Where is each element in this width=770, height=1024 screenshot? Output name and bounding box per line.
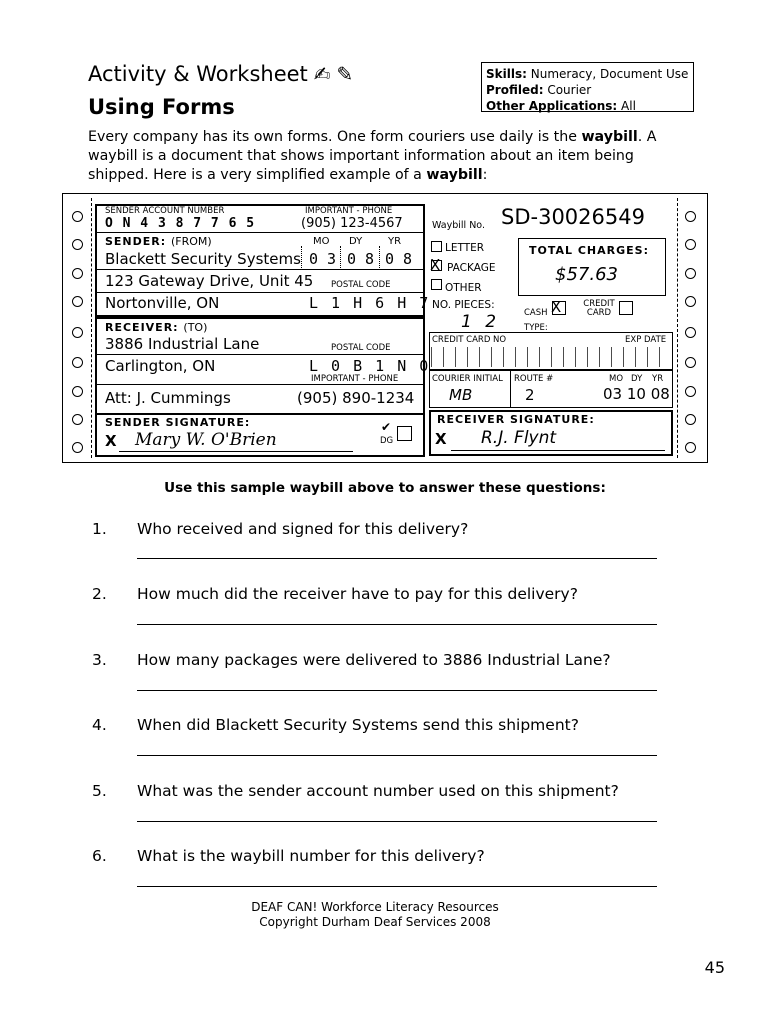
important-phone-label: IMPORTANT - PHONE <box>305 206 393 216</box>
receiver-signature-x: X <box>435 430 447 448</box>
other-checkbox <box>431 279 442 290</box>
intro-text-2: . A waybill is a document that shows important information about an item being shipped. Here is a very simplified example of a <box>88 129 657 183</box>
answer-line-2[interactable] <box>137 624 657 625</box>
ship-date-yr: 0 8 <box>385 250 413 268</box>
letter-checkbox <box>431 241 442 252</box>
receiver-signature-label: RECEIVER SIGNATURE: <box>437 413 595 426</box>
sender-signature: Mary W. O'Brien <box>135 430 277 450</box>
other-label: OTHER <box>445 282 482 294</box>
divider <box>340 246 341 268</box>
sender-name: Blackett Security Systems <box>105 250 301 268</box>
route-label: ROUTE # <box>514 374 554 384</box>
receiver-label-text: RECEIVER: <box>105 321 179 334</box>
sender-address: 123 Gateway Drive, Unit 45 <box>105 272 314 290</box>
punch-hole-icon <box>685 386 696 397</box>
delivery-yr-label: YR <box>652 374 664 384</box>
punch-hole-icon <box>72 442 83 453</box>
no-pieces-label: NO. PIECES: <box>432 299 495 311</box>
total-charges-value: $57.63 <box>555 264 618 285</box>
cash-label: CASH <box>524 308 548 318</box>
package-label: PACKAGE <box>447 262 496 274</box>
footer-line-1: DEAF CAN! Workforce Literacy Resources <box>251 900 499 914</box>
receiver-signature: R.J. Flynt <box>481 428 557 448</box>
waybill-form <box>62 193 708 463</box>
footer-line-2: Copyright Durham Deaf Services 2008 <box>259 915 491 929</box>
receiver-city: Carlington, ON <box>105 357 216 375</box>
total-charges-label: TOTAL CHARGES: <box>529 244 649 257</box>
number-of-pieces: 1 2 <box>461 312 501 332</box>
waybill-number: SD-30026549 <box>501 205 645 229</box>
tear-line-left <box>91 198 92 458</box>
punch-hole-icon <box>72 239 83 250</box>
signature-line <box>451 450 665 451</box>
receiver-attention: Att: J. Cummings <box>105 389 231 407</box>
question-text: Who received and signed for this delivery? <box>137 520 469 538</box>
punch-hole-icon <box>685 268 696 279</box>
divider <box>97 269 423 270</box>
punch-hole-icon <box>72 268 83 279</box>
sender-account-label: SENDER ACCOUNT NUMBER <box>105 206 225 216</box>
important-phone-label: IMPORTANT - PHONE <box>311 374 399 384</box>
exp-date-label: EXP DATE <box>625 335 667 345</box>
sender-signature-x: X <box>105 432 117 450</box>
punch-hole-icon <box>72 296 83 307</box>
receiver-label <box>105 321 207 334</box>
punch-hole-icon <box>685 414 696 425</box>
delivery-dy-label: DY <box>631 374 643 384</box>
tear-line-right <box>677 198 678 458</box>
punch-hole-icon <box>72 211 83 222</box>
receiver-postal-code: L 0 B 1 N 0 <box>309 357 431 375</box>
mo-label: MO <box>313 236 330 247</box>
instructions: Use this sample waybill above to answer these questions: <box>164 480 606 496</box>
letter-label: LETTER <box>445 242 485 254</box>
punch-hole-icon <box>685 296 696 307</box>
punch-hole-icon <box>685 357 696 368</box>
sender-phone: (905) 123-4567 <box>301 216 403 231</box>
sender-account-value: O N 4 3 8 7 7 6 5 <box>105 216 256 231</box>
waybill-no-label: Waybill No. <box>432 220 485 231</box>
route-number: 2 <box>525 386 535 404</box>
question-text: What was the sender account number used on this shipment? <box>137 782 619 800</box>
cash-check-mark: X <box>551 298 562 316</box>
answer-line-6[interactable] <box>137 886 657 887</box>
sender-label <box>105 235 212 248</box>
from-label: (FROM) <box>171 235 212 248</box>
punch-hole-icon <box>72 327 83 338</box>
receiver-phone: (905) 890-1234 <box>297 389 415 407</box>
ship-date-dy: 0 8 <box>347 250 375 268</box>
profiled-label: Profiled: <box>486 83 544 97</box>
postal-code-label: POSTAL CODE <box>331 280 391 290</box>
question-text: How much did the receiver have to pay for this delivery? <box>137 585 578 603</box>
punch-hole-icon <box>685 239 696 250</box>
skills-value: Numeracy, Document Use <box>530 67 689 81</box>
answer-line-4[interactable] <box>137 755 657 756</box>
question-number: 6. <box>92 847 107 865</box>
to-label: (TO) <box>183 321 208 334</box>
answer-line-5[interactable] <box>137 821 657 822</box>
page-number: 45 <box>704 958 725 977</box>
question-number: 2. <box>92 585 107 603</box>
question-number: 5. <box>92 782 107 800</box>
punch-hole-icon <box>685 211 696 222</box>
courier-initial: MB <box>449 386 473 404</box>
punch-hole-icon <box>72 357 83 368</box>
postal-code-label: POSTAL CODE <box>331 343 391 353</box>
credit-card-no-label: CREDIT CARD NO <box>432 335 507 345</box>
sender-signature-label: SENDER SIGNATURE: <box>105 416 251 429</box>
delivery-date: 03 10 08 <box>603 385 670 403</box>
answer-line-3[interactable] <box>137 690 657 691</box>
writing-icon: ✍✎ <box>313 62 360 86</box>
divider <box>510 370 511 408</box>
skills-label: Skills: <box>486 67 527 81</box>
divider <box>379 246 380 268</box>
yr-label: YR <box>388 236 402 247</box>
intro-text-3: : <box>482 167 488 183</box>
dg-label: DG <box>380 436 394 446</box>
sender-postal-code: L 1 H 6 H 7 <box>309 294 431 312</box>
profiled-value: Courier <box>547 83 592 97</box>
type-label: TYPE: <box>524 323 548 333</box>
divider <box>97 384 423 385</box>
credit-card-digit-ticks <box>431 347 671 367</box>
receiver-address: 3886 Industrial Lane <box>105 335 260 353</box>
divider <box>97 232 423 233</box>
signature-line <box>119 451 353 452</box>
answer-line-1[interactable] <box>137 558 657 559</box>
divider <box>301 246 302 268</box>
courier-initial-label: COURIER INITIAL <box>432 374 503 384</box>
sender-city: Nortonville, ON <box>105 294 220 312</box>
package-check-mark: X <box>430 256 441 274</box>
credit-card-checkbox <box>619 301 633 315</box>
intro-bold-2: waybill <box>426 167 483 183</box>
sender-label-text: SENDER: <box>105 235 167 248</box>
intro-paragraph <box>88 128 688 185</box>
skills-box <box>481 62 694 112</box>
other-applications-label: Other Applications: <box>486 99 618 113</box>
intro-text-1: Every company has its own forms. One form couriers use daily is the <box>88 129 582 145</box>
page-title: Using Forms <box>88 95 235 119</box>
credit-card-label: CREDIT CARD <box>583 299 615 318</box>
question-number: 3. <box>92 651 107 669</box>
divider <box>97 354 423 355</box>
question-text: How many packages were delivered to 3886 Industrial Lane? <box>137 651 611 669</box>
intro-bold-1: waybill <box>581 129 638 145</box>
ship-date-mo: 0 3 <box>309 250 337 268</box>
dy-label: DY <box>349 236 363 247</box>
delivery-mo-label: MO <box>609 374 624 384</box>
other-applications-value: All <box>621 99 636 113</box>
check-icon: ✔ <box>381 420 392 434</box>
dg-checkbox <box>397 426 412 441</box>
activity-title-text: Activity & Worksheet <box>88 62 308 86</box>
question-text: What is the waybill number for this delivery? <box>137 847 485 865</box>
punch-hole-icon <box>72 414 83 425</box>
punch-hole-icon <box>72 386 83 397</box>
punch-hole-icon <box>685 442 696 453</box>
divider <box>97 292 423 293</box>
question-number: 4. <box>92 716 107 734</box>
punch-hole-icon <box>685 327 696 338</box>
footer <box>0 900 750 930</box>
activity-title <box>88 62 359 86</box>
question-text: When did Blackett Security Systems send this shipment? <box>137 716 579 734</box>
question-number: 1. <box>92 520 107 538</box>
